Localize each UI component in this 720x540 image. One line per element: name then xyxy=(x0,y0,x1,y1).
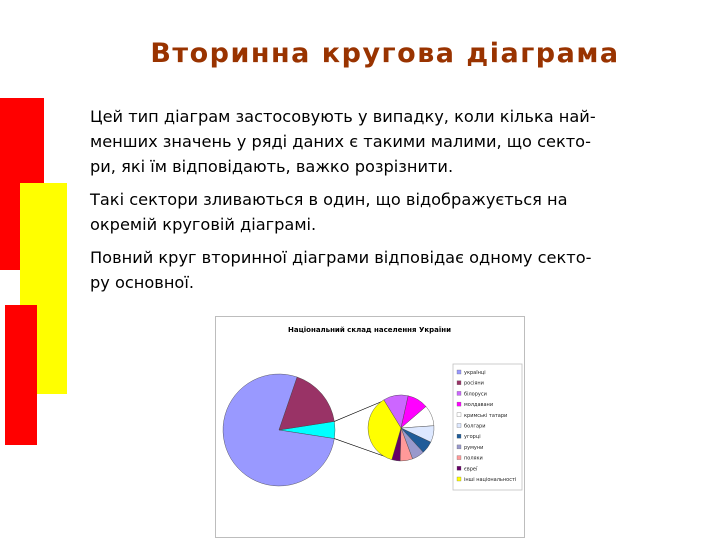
legend-label-росіяни: росіяни xyxy=(464,380,484,387)
legend-swatch-поляки xyxy=(457,456,461,460)
legend-swatch-росіяни xyxy=(457,381,461,385)
paragraph-3-line-1: Повний круг вторинної діаграми відповідає одному секто- xyxy=(90,248,592,267)
legend-label-інші-національності: інші національності xyxy=(464,477,517,483)
legend-swatch-кримські-татари xyxy=(457,413,461,417)
legend-label-українці: українці xyxy=(464,370,486,376)
legend-swatch-болгари xyxy=(457,424,461,428)
slide-body xyxy=(90,104,690,303)
legend-label-румуни: румуни xyxy=(464,444,484,451)
legend-swatch-білоруси xyxy=(457,391,461,395)
paragraph-3 xyxy=(90,245,690,295)
decor-red-bar-bottom xyxy=(5,305,37,445)
legend-label-болгари: болгари xyxy=(464,423,486,430)
legend-swatch-угорці xyxy=(457,434,461,438)
paragraph-3-line-2: ру основної. xyxy=(90,273,194,292)
main-pie xyxy=(223,374,335,486)
legend-label-молдавани: молдавани xyxy=(464,402,494,409)
legend-label-білоруси: білоруси xyxy=(464,391,487,398)
paragraph-1-line-1: Цей тип діаграм застосовують у випадку, коли кілька най- xyxy=(90,107,596,126)
chart-canvas xyxy=(216,317,524,537)
chart-title: Національний склад населення України xyxy=(288,326,451,334)
legend-label-угорці: угорці xyxy=(464,434,481,441)
legend-swatch-румуни xyxy=(457,445,461,449)
paragraph-1 xyxy=(90,104,690,179)
legend-swatch-інші-національності xyxy=(457,477,461,481)
legend-label-кримські-татари: кримські татари xyxy=(464,412,508,419)
legend-swatch-українці xyxy=(457,370,461,374)
paragraph-2-line-2: окремій круговій діаграмі. xyxy=(90,215,317,234)
paragraph-1-line-3: ри, які їм відповідають, важко розрізнити. xyxy=(90,157,454,176)
pie-of-pie-chart xyxy=(215,316,525,538)
paragraph-1-line-2: менших значень у ряді даних є такими малими, що секто- xyxy=(90,132,591,151)
legend-swatch-євреї xyxy=(457,466,461,470)
legend-swatch-молдавани xyxy=(457,402,461,406)
secondary-pie xyxy=(368,395,434,461)
slide-title: Вторинна кругова діаграма xyxy=(150,38,620,69)
paragraph-2 xyxy=(90,187,690,237)
legend-label-євреї: євреї xyxy=(464,466,478,473)
paragraph-2-line-1: Такі сектори зливаються в один, що відображується на xyxy=(90,190,568,209)
legend-label-поляки: поляки xyxy=(464,455,483,462)
